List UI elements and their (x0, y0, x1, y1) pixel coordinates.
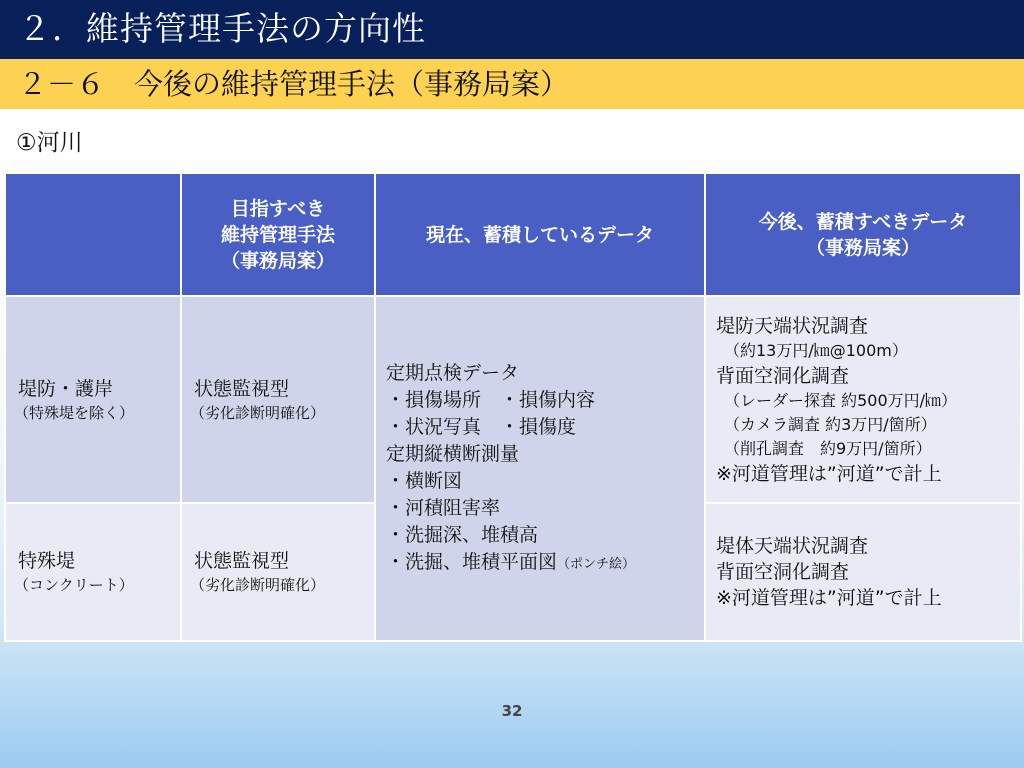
list-item: 背面空洞化調査 (716, 561, 850, 583)
list-item (386, 549, 704, 578)
list-item: ・河積阻害率 (386, 496, 501, 519)
row1-future-list (706, 313, 1020, 487)
list-item: ・横断図 (386, 469, 463, 492)
list-item: ※河道管理は”河道”で計上 (716, 587, 942, 609)
header-target-line2: 維持管理手法 (220, 223, 335, 246)
table-header-row (5, 173, 1021, 296)
list-item: ・状況写真 ・損傷度 (386, 415, 577, 438)
header-future-line2: （事務局案） (805, 236, 920, 259)
subtitle-bar (0, 59, 1024, 109)
header-target-line3: （事務局案） (220, 249, 335, 272)
row2-method: 状態監視型 (194, 550, 290, 572)
row2-future-list (706, 533, 1020, 611)
list-item: 定期点検データ (386, 361, 520, 384)
row1-category-sub: （特殊堤を除く） (14, 403, 135, 422)
title-bar (0, 0, 1024, 59)
slide-title: ２．維持管理手法の方向性 (18, 9, 426, 48)
row1-method-sub: （劣化診断明確化） (190, 403, 326, 422)
slide-subtitle: ２－６ 今後の維持管理手法（事務局案） (18, 67, 570, 101)
list-item: 堤防天端状況調査 (716, 314, 869, 337)
row1-category: 堤防・護岸 (18, 377, 114, 400)
list-item: （カメラ調査 約3万円/箇所） (724, 414, 937, 434)
list-item: ・損傷場所 ・損傷内容 (386, 388, 596, 411)
list-item: （約13万円/㎞@100m） (724, 340, 908, 360)
row2-category-sub: （コンクリート） (14, 576, 134, 594)
row2-category: 特殊堤 (18, 550, 76, 572)
header-blank (5, 173, 181, 296)
row1-category-cell (5, 296, 181, 503)
list-item: ・洗掘深、堆積高 (386, 523, 539, 546)
header-current-data: 現在、蓄積しているデータ (375, 173, 705, 296)
current-data-cell (375, 296, 705, 641)
list-item-note: （ポンチ絵） (557, 556, 636, 572)
list-item: （レーダー探査 約500万円/㎞） (724, 390, 958, 410)
row2-method-sub: （劣化診断明確化） (190, 576, 326, 594)
row1-method-cell (181, 296, 375, 503)
list-item: 背面空洞化調査 (716, 364, 850, 387)
table-row (5, 296, 1021, 503)
row2-category-cell (5, 503, 181, 641)
row1-method: 状態監視型 (194, 377, 290, 400)
row2-method-cell (181, 503, 375, 641)
header-target-method (181, 173, 375, 296)
maintenance-table (4, 172, 1022, 642)
list-item: 堤体天端状況調査 (716, 535, 869, 557)
header-future-line1: 今後、蓄積すべきデータ (758, 210, 968, 233)
header-target-line1: 目指すべき (230, 197, 326, 220)
row1-future-cell (705, 296, 1021, 503)
list-item-text: ・洗掘、堆積平面図 (386, 550, 558, 573)
row2-future-cell (705, 503, 1021, 641)
current-data-list (376, 360, 704, 578)
list-item: （削孔調査 約9万円/箇所） (724, 438, 932, 458)
section-label: ①河川 (16, 130, 83, 156)
list-item: 定期縦横断測量 (386, 442, 520, 465)
page-number: 32 (501, 702, 523, 720)
list-item: ※河道管理は”河道”で計上 (716, 462, 942, 485)
header-future-data (705, 173, 1021, 296)
